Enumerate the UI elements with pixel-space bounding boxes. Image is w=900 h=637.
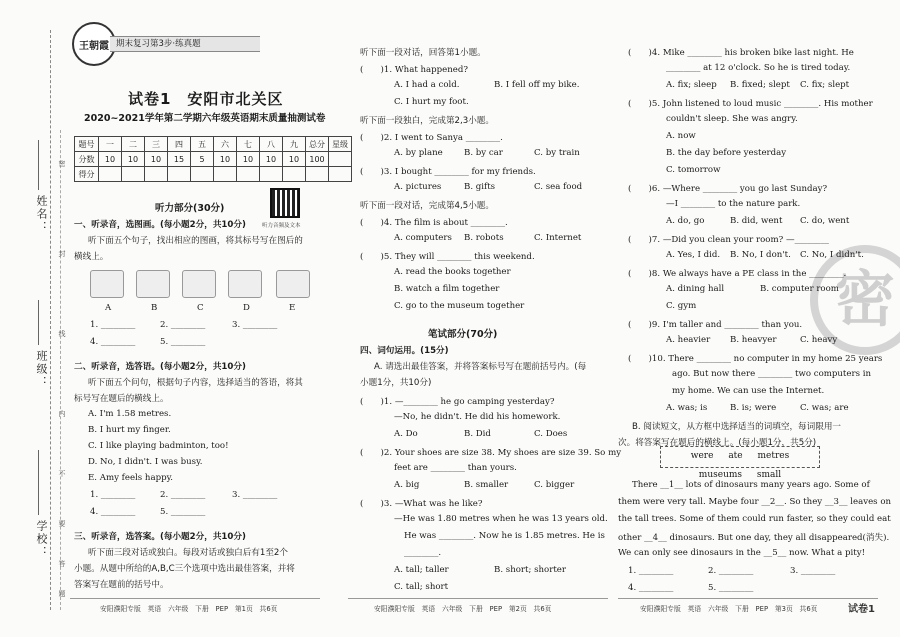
- score-table: [74, 136, 352, 182]
- word-box: [660, 446, 820, 480]
- score-cell: 分数: [75, 152, 99, 167]
- word: were: [690, 451, 714, 461]
- option: A. I'm 1.58 metres.: [88, 409, 172, 419]
- option: B. heavyer: [730, 335, 777, 345]
- answer-blank[interactable]: 5. ________: [160, 507, 206, 517]
- option: C. by train: [534, 148, 580, 158]
- score-cell: 10: [214, 152, 237, 167]
- option: C. I like playing badminton, too!: [88, 441, 229, 451]
- part1-title: 一、听录音，选图画。(每小题2分，共10分): [74, 220, 246, 230]
- option: B. gifts: [464, 182, 496, 192]
- answer-blank[interactable]: 4. ________: [628, 583, 674, 593]
- score-cell: 10: [237, 152, 260, 167]
- option: C. tall; short: [394, 582, 449, 592]
- footer-rule: [618, 598, 878, 599]
- option: C. bigger: [534, 480, 575, 490]
- seal-mark: 不: [58, 470, 66, 477]
- page-footer: 安阳濮阳专版 英语 六年级 下册 PEP 第1页 共6页: [100, 605, 278, 613]
- option: C. No, I didn't.: [800, 250, 864, 260]
- option: B. I fell off my bike.: [494, 80, 580, 90]
- question-line: —No, he didn't. He did his homework.: [394, 412, 561, 422]
- part2-instruction: 听下面五个问句，根据句子内容，选择适当的答语，将其: [88, 378, 303, 388]
- binding-line: [50, 30, 51, 610]
- paper-subtitle: 2020~2021学年第二学期六年级英语期末质量抽测试卷: [84, 113, 326, 124]
- score-cell[interactable]: [145, 167, 168, 182]
- group-picture: [228, 270, 262, 298]
- score-cell: 10: [260, 152, 283, 167]
- option: A. pictures: [394, 182, 442, 192]
- score-cell: 10: [283, 152, 306, 167]
- qr-code-icon[interactable]: [270, 188, 300, 218]
- score-cell: 100: [306, 152, 329, 167]
- seal-mark: 线: [58, 330, 66, 337]
- word: ate: [728, 451, 743, 461]
- score-cell: 10: [99, 152, 122, 167]
- option: A. heavier: [666, 335, 711, 345]
- option: A. big: [394, 480, 420, 490]
- option: A. computers: [394, 233, 452, 243]
- listening-heading: 听力部分(30分): [155, 203, 225, 214]
- option: B. computer room: [760, 284, 839, 294]
- score-cell[interactable]: [214, 167, 237, 182]
- question-line: my home. We can use the Internet.: [672, 386, 825, 396]
- option: B. watch a film together: [394, 284, 500, 294]
- option: B. is; were: [730, 403, 777, 413]
- question[interactable]: ( )4. The film is about ________.: [360, 218, 508, 228]
- option: A. I had a cold.: [394, 80, 460, 90]
- score-cell: 题号: [75, 137, 99, 152]
- seal-mark: 要: [58, 520, 66, 527]
- option: C. Internet: [534, 233, 582, 243]
- passage-line: There __1__ lots of dinosaurs many years ago. Some of: [632, 480, 870, 490]
- score-cell[interactable]: [99, 167, 122, 182]
- score-cell: 总分: [306, 137, 329, 152]
- part1-instruction: 听下面五个句子，找出相应的图画，将其标号写在图后的: [88, 236, 303, 246]
- score-cell: 四: [168, 137, 191, 152]
- score-cell: 九: [283, 137, 306, 152]
- part3-instruction: 答案写在题前的括号中。: [74, 580, 169, 590]
- option: C. gym: [666, 301, 697, 311]
- score-cell: 5: [191, 152, 214, 167]
- option: A. now: [666, 131, 696, 141]
- option: C. was; are: [800, 403, 849, 413]
- pic-label: E: [289, 303, 296, 313]
- option: D. No, I didn't. I was busy.: [88, 457, 203, 467]
- option: A. read the books together: [394, 267, 511, 277]
- option: B. Did: [464, 429, 491, 439]
- part3-instruction: 小题。从题中所给的A,B,C三个选项中选出最佳答案，并将: [74, 564, 295, 574]
- logo-text: 王朝霞: [79, 40, 109, 52]
- score-cell: 星级: [329, 137, 352, 152]
- question[interactable]: ( )7. —Did you clean your room? —________: [628, 235, 829, 245]
- class-label: 班级：: [35, 350, 48, 389]
- score-cell: 六: [214, 137, 237, 152]
- option: B. I hurt my finger.: [88, 425, 171, 435]
- footer-rule: [70, 598, 320, 599]
- answer-blank[interactable]: 1. ________: [628, 566, 674, 576]
- score-cell[interactable]: [306, 167, 329, 182]
- question-line: ________.: [404, 548, 442, 558]
- step-ribbon: 期末复习第3步·练真题: [110, 36, 260, 52]
- word: museums: [698, 470, 743, 480]
- answer-blank[interactable]: 5. ________: [160, 337, 206, 347]
- seal-mark: 答: [58, 560, 66, 567]
- score-cell[interactable]: [237, 167, 260, 182]
- dialog-intro: 听下面一段独白，完成第2,3小题。: [360, 116, 494, 126]
- option: C. go to the museum together: [394, 301, 525, 311]
- option: B. No, I don't.: [730, 250, 791, 260]
- building-picture: [276, 270, 310, 298]
- partB-instruction: B. 阅读短文，从方框中选择适当的词填空，每词限用一: [632, 422, 842, 432]
- class-line: [38, 300, 39, 345]
- dialog-intro: 听下面一段对话，完成第4,5小题。: [360, 201, 494, 211]
- part1-instruction: 横线上。: [74, 252, 109, 262]
- option: C. tomorrow: [666, 165, 721, 175]
- kids-picture: [182, 270, 216, 298]
- score-cell: 八: [260, 137, 283, 152]
- question[interactable]: ( )1. What happened?: [360, 65, 468, 75]
- written-heading: 笔试部分(70分): [428, 329, 498, 340]
- passage-line: other __4__ dinosaurs. But one day, they all disappeared(消失).: [618, 533, 890, 543]
- score-cell: 五: [191, 137, 214, 152]
- score-cell[interactable]: [260, 167, 283, 182]
- option: A. dining hall: [666, 284, 725, 294]
- option: B. did, went: [730, 216, 783, 226]
- option: C. Does: [534, 429, 568, 439]
- word: small: [756, 470, 782, 480]
- school-line: [38, 450, 39, 515]
- option: C. heavy: [800, 335, 838, 345]
- question-line: —I ________ to the nature park.: [666, 199, 801, 209]
- pic-label: D: [243, 303, 250, 313]
- part2-title: 二、听录音，选答语。(每小题2分，共10分): [74, 362, 246, 372]
- part3-title: 三、听录音，选答案。(每小题2分，共10分): [74, 532, 246, 542]
- option: B. smaller: [464, 480, 509, 490]
- option: A. by plane: [394, 148, 443, 158]
- score-cell: 15: [168, 152, 191, 167]
- score-cell[interactable]: [283, 167, 306, 182]
- option: B. the day before yesterday: [666, 148, 787, 158]
- answer-blank[interactable]: 5. ________: [708, 583, 754, 593]
- bike-picture: [136, 270, 170, 298]
- question[interactable]: ( )2. Your shoes are size 38. My shoes are size 39. So my: [360, 448, 622, 458]
- question-line: couldn't sleep. She was angry.: [666, 114, 798, 124]
- seal-mark: 内: [58, 410, 66, 417]
- seal-mark: 密: [58, 160, 66, 167]
- paper-title: 试卷1 安阳市北关区: [128, 90, 284, 108]
- option: A. fix; sleep: [666, 80, 717, 90]
- option: B. robots: [464, 233, 504, 243]
- option: A. Yes, I did.: [666, 250, 721, 260]
- score-cell: 10: [145, 152, 168, 167]
- option: C. sea food: [534, 182, 583, 192]
- question[interactable]: ( )5. They will ________ this weekend.: [360, 252, 535, 262]
- score-cell[interactable]: [122, 167, 145, 182]
- answer-blank[interactable]: 3. ________: [790, 566, 836, 576]
- pic-label: A: [105, 303, 112, 313]
- option: C. fix; slept: [800, 80, 850, 90]
- answer-blank[interactable]: 4. ________: [90, 507, 136, 517]
- score-cell[interactable]: [168, 167, 191, 182]
- score-cell: 10: [122, 152, 145, 167]
- answer-blank[interactable]: 2. ________: [708, 566, 754, 576]
- score-cell: 一: [99, 137, 122, 152]
- binding-line-inner: [60, 130, 61, 610]
- score-cell: [329, 152, 352, 167]
- question[interactable]: ( )6. —Where ________ you go last Sunday?: [628, 184, 828, 194]
- question-line: ________ at 12 o'clock. So he is tired today.: [666, 63, 851, 73]
- school-label: 学校：: [35, 520, 48, 559]
- answer-blank[interactable]: 3. ________: [232, 320, 278, 330]
- option: C. I hurt my foot.: [394, 97, 469, 107]
- score-cell: 二: [122, 137, 145, 152]
- word: metres: [757, 451, 790, 461]
- question-line: He was ________. Now he is 1.85 metres. He is: [404, 531, 605, 541]
- option: A. do, go: [666, 216, 705, 226]
- answer-blank[interactable]: 1. ________: [90, 320, 136, 330]
- score-cell[interactable]: [329, 167, 352, 182]
- answer-blank[interactable]: 2. ________: [160, 320, 206, 330]
- answer-blank[interactable]: 1. ________: [90, 490, 136, 500]
- name-label: 姓名：: [35, 195, 48, 234]
- pic-label: C: [197, 303, 204, 313]
- part3-instruction: 听下面三段对话或独白。每段对话或独白后有1至2个: [88, 548, 288, 558]
- option: B. by car: [464, 148, 503, 158]
- option: B. short; shorter: [494, 565, 566, 575]
- passage-line: the tall trees. Some of them could run faster, so they could eat: [618, 514, 891, 524]
- option: E. Amy feels happy.: [88, 473, 174, 483]
- question[interactable]: ( )1. —________ he go camping yesterday?: [360, 397, 555, 407]
- answer-blank[interactable]: 3. ________: [232, 490, 278, 500]
- answer-blank[interactable]: 2. ________: [160, 490, 206, 500]
- question[interactable]: ( )3. I bought ________ for my friends.: [360, 167, 536, 177]
- question-line: —He was 1.80 metres when he was 13 years old.: [394, 514, 608, 524]
- footer-rule: [348, 598, 608, 599]
- partB-instruction: 次。将答案写在题后的横线上。(每小题1分，共5分): [618, 438, 817, 448]
- score-cell: 七: [237, 137, 260, 152]
- option: C. do, went: [800, 216, 850, 226]
- part2-instruction: 标号写在题后的横线上。: [74, 394, 169, 404]
- passage-line: We can only see dinosaurs in the __5__ now. What a pity!: [618, 548, 866, 558]
- question[interactable]: ( )9. I'm taller and ________ than you.: [628, 320, 803, 330]
- option: A. was; is: [666, 403, 708, 413]
- part4-instruction: A. 请选出最佳答案，并将答案标号写在题前括号内。(每: [374, 362, 587, 372]
- answer-blank[interactable]: 4. ________: [90, 337, 136, 347]
- option: B. fixed; slept: [730, 80, 790, 90]
- dialog-intro: 听下面一段对话，回答第1小题。: [360, 48, 486, 58]
- qr-caption: 听力音频及文本: [262, 223, 301, 229]
- page-footer: 安阳濮阳专版 英语 六年级 下册 PEP 第3页 共6页: [640, 605, 818, 613]
- shoe-picture: [90, 270, 124, 298]
- part4-instruction: 小题1分，共10分): [360, 378, 432, 388]
- paper-tag: 试卷1: [848, 604, 875, 615]
- question-line: ago. But now there ________ two computers in: [672, 369, 872, 379]
- score-cell: 三: [145, 137, 168, 152]
- question[interactable]: ( )4. Mike ________ his broken bike last night. He: [628, 48, 854, 58]
- question[interactable]: ( )5. John listened to loud music ________. His mother: [628, 99, 873, 109]
- passage-line: them were very tall. Maybe four __2__. So they __3__ leaves on: [618, 497, 892, 507]
- question[interactable]: ( )2. I went to Sanya ________.: [360, 133, 503, 143]
- pic-label: B: [151, 303, 158, 313]
- option: A. tall; taller: [394, 565, 449, 575]
- option: A. Do: [394, 429, 418, 439]
- score-cell[interactable]: [191, 167, 214, 182]
- question[interactable]: ( )10. There ________ no computer in my home 25 years: [628, 354, 883, 364]
- score-cell[interactable]: 得分: [75, 167, 99, 182]
- question[interactable]: ( )8. We always have a PE class in the ________.: [628, 269, 847, 279]
- question-line: feet are ________ than yours.: [394, 463, 517, 473]
- seal-mark: 题: [58, 590, 66, 597]
- seal-stamp: 密: [810, 245, 900, 355]
- part4-title: 四、词句运用。(15分): [360, 346, 449, 356]
- name-line: [38, 140, 39, 190]
- page-footer: 安阳濮阳专版 英语 六年级 下册 PEP 第2页 共6页: [374, 605, 552, 613]
- question[interactable]: ( )3. —What was he like?: [360, 499, 483, 509]
- seal-mark: 封: [58, 250, 66, 257]
